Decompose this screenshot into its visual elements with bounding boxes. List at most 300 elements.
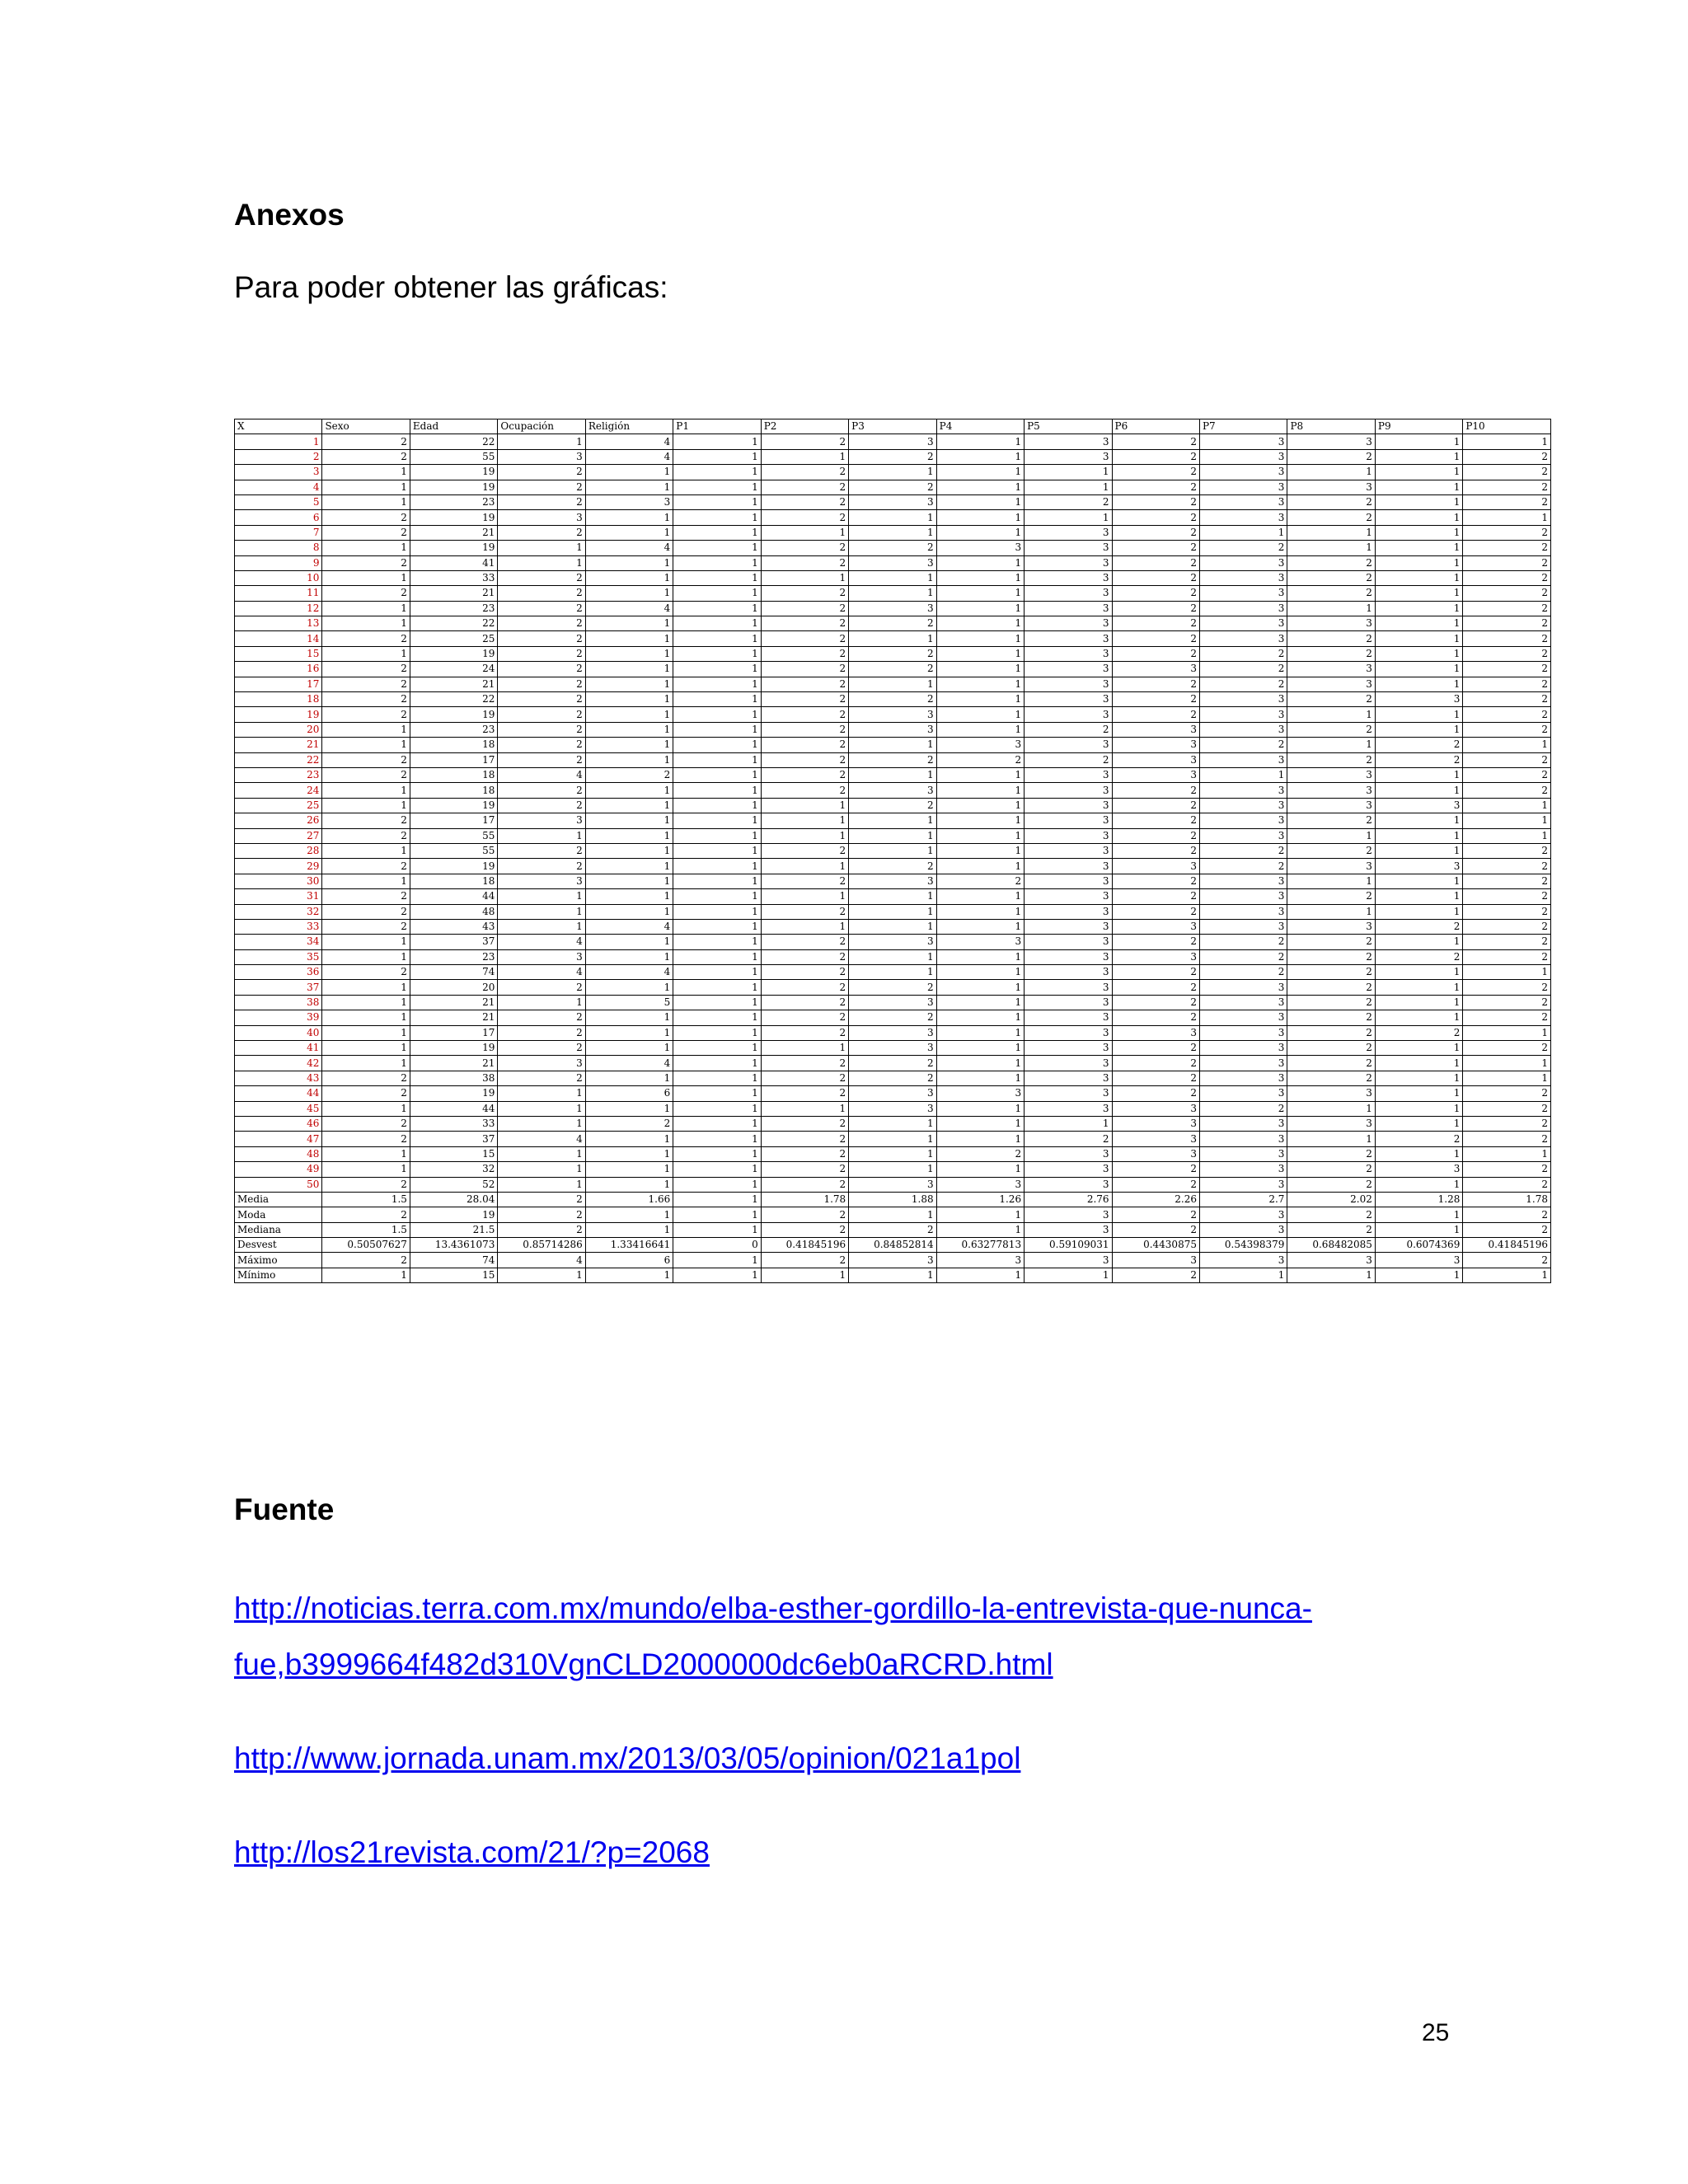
table-cell: 1	[936, 646, 1024, 661]
table-cell: 1	[936, 1116, 1024, 1131]
table-row	[235, 494, 1551, 509]
table-cell: 2	[1112, 570, 1199, 585]
table-cell: 2	[1375, 752, 1462, 767]
table-cell: 3	[1025, 555, 1112, 570]
table-cell: 1	[322, 646, 410, 661]
table-cell: 4	[585, 541, 673, 555]
table-cell: 1	[673, 541, 761, 555]
table-cell: 2	[761, 904, 848, 919]
table-cell: 1	[585, 980, 673, 995]
stat-value-cell: 2	[1112, 1207, 1199, 1222]
table-cell: 1	[936, 843, 1024, 858]
table-cell: 1	[673, 904, 761, 919]
table-cell: 1	[1287, 525, 1375, 540]
table-cell: 1	[322, 570, 410, 585]
table-cell: 74	[410, 965, 497, 980]
table-cell: 1	[1287, 541, 1375, 555]
table-cell: 1	[1375, 616, 1462, 631]
table-cell: 21	[410, 677, 497, 691]
table-cell: 2	[498, 1041, 585, 1056]
stat-label-cell: Mínimo	[235, 1268, 322, 1282]
table-cell: 3	[1025, 1041, 1112, 1056]
table-cell: 2	[322, 965, 410, 980]
table-cell: 1	[322, 541, 410, 555]
table-cell: 3	[1287, 616, 1375, 631]
table-cell: 1	[322, 480, 410, 494]
table-cell: 3	[1199, 555, 1287, 570]
column-header: P4	[936, 419, 1024, 434]
table-cell: 2	[761, 510, 848, 525]
table-cell: 2	[849, 798, 936, 813]
table-cell: 2	[1112, 828, 1199, 843]
stat-value-cell: 1	[936, 1222, 1024, 1237]
table-cell: 2	[1025, 722, 1112, 737]
table-cell: 1	[585, 1146, 673, 1161]
table-cell: 2	[1463, 722, 1551, 737]
table-cell: 2	[1199, 949, 1287, 964]
table-cell: 2	[761, 555, 848, 570]
table-cell: 2	[1287, 935, 1375, 949]
stat-value-cell: 1	[936, 1207, 1024, 1222]
table-cell: 3	[1199, 1162, 1287, 1177]
stat-value-cell: 1.5	[322, 1222, 410, 1237]
table-cell: 1	[673, 1025, 761, 1040]
table-cell: 1	[936, 570, 1024, 585]
stat-value-cell: 0.85714286	[498, 1238, 585, 1253]
table-cell: 3	[1199, 1116, 1287, 1131]
table-cell: 2	[1463, 494, 1551, 509]
table-cell: 1	[1463, 510, 1551, 525]
table-cell: 1	[1375, 935, 1462, 949]
table-row	[235, 465, 1551, 480]
table-cell: 2	[1463, 783, 1551, 798]
table-cell: 1	[673, 843, 761, 858]
stat-value-cell: 1	[849, 1207, 936, 1222]
table-cell: 3	[1199, 783, 1287, 798]
table-cell: 2	[1463, 692, 1551, 707]
table-cell: 1	[1375, 889, 1462, 904]
table-cell: 1	[1375, 783, 1462, 798]
table-cell: 3	[1199, 813, 1287, 828]
table-cell: 1	[585, 904, 673, 919]
table-cell: 23	[410, 949, 497, 964]
table-cell: 23	[410, 601, 497, 616]
table-cell: 3	[849, 601, 936, 616]
table-cell: 1	[673, 586, 761, 601]
table-row	[235, 767, 1551, 782]
table-cell: 1	[1463, 1025, 1551, 1040]
table-cell: 3	[1112, 949, 1199, 964]
table-cell: 1	[322, 465, 410, 480]
table-cell: 2	[849, 1056, 936, 1071]
table-cell: 2	[1287, 692, 1375, 707]
table-cell: 41	[410, 555, 497, 570]
table-cell: 2	[1287, 995, 1375, 1010]
table-cell: 3	[1025, 828, 1112, 843]
table-cell: 1	[1287, 1101, 1375, 1116]
table-cell: 1	[673, 1086, 761, 1101]
table-row	[235, 586, 1551, 601]
table-cell: 2	[1112, 555, 1199, 570]
table-cell: 1	[585, 707, 673, 722]
table-cell: 2	[1112, 434, 1199, 449]
table-cell: 2	[498, 616, 585, 631]
row-index-cell: 9	[235, 555, 322, 570]
table-cell: 2	[498, 646, 585, 661]
table-cell: 4	[585, 919, 673, 934]
table-cell: 2	[761, 631, 848, 646]
table-cell: 2	[1463, 1162, 1551, 1177]
table-cell: 2	[849, 1010, 936, 1025]
stat-label-cell: Moda	[235, 1207, 322, 1222]
table-row	[235, 798, 1551, 813]
table-cell: 2	[1112, 798, 1199, 813]
table-cell: 1	[849, 949, 936, 964]
table-cell: 2	[1112, 1071, 1199, 1085]
table-cell: 1	[936, 449, 1024, 464]
table-cell: 2	[761, 646, 848, 661]
table-cell: 3	[849, 935, 936, 949]
table-cell: 3	[1199, 1041, 1287, 1056]
table-cell: 1	[936, 995, 1024, 1010]
table-row	[235, 616, 1551, 631]
table-cell: 4	[585, 601, 673, 616]
table-cell: 1	[849, 904, 936, 919]
table-cell: 1	[761, 813, 848, 828]
table-cell: 2	[322, 1071, 410, 1085]
table-cell: 3	[1025, 631, 1112, 646]
table-cell: 1	[936, 1162, 1024, 1177]
table-cell: 1	[322, 995, 410, 1010]
table-cell: 1	[673, 828, 761, 843]
intro-text: Para poder obtener las gráficas:	[234, 270, 668, 304]
table-cell: 1	[1375, 1056, 1462, 1071]
stat-value-cell: 2	[761, 1253, 848, 1268]
table-cell: 3	[1199, 1025, 1287, 1040]
table-cell: 2	[498, 1025, 585, 1040]
table-cell: 2	[1287, 1071, 1375, 1085]
stat-value-cell: 3	[1199, 1207, 1287, 1222]
stat-value-cell: 3	[1375, 1253, 1462, 1268]
table-cell: 1	[1375, 828, 1462, 843]
table-cell: 1	[936, 465, 1024, 480]
table-cell: 1	[498, 541, 585, 555]
source-link-los21[interactable]: http://los21revista.com/21/?p=2068	[234, 1835, 710, 1869]
table-cell: 1	[761, 798, 848, 813]
stat-value-cell: 4	[498, 1253, 585, 1268]
table-cell: 3	[1199, 494, 1287, 509]
table-cell: 1	[498, 1146, 585, 1161]
table-cell: 2	[761, 1071, 848, 1085]
table-cell: 4	[585, 434, 673, 449]
table-cell: 3	[1025, 677, 1112, 691]
table-cell: 2	[498, 752, 585, 767]
table-cell: 2	[761, 767, 848, 782]
table-cell: 43	[410, 919, 497, 934]
table-cell: 2	[761, 752, 848, 767]
table-cell: 1	[585, 570, 673, 585]
table-cell: 1	[761, 1041, 848, 1056]
table-cell: 2	[1112, 541, 1199, 555]
table-cell: 2	[1463, 949, 1551, 964]
table-cell: 2	[1112, 586, 1199, 601]
table-cell: 1	[849, 525, 936, 540]
table-cell: 1	[322, 980, 410, 995]
table-row	[235, 813, 1551, 828]
table-cell: 3	[1287, 783, 1375, 798]
column-header: Religión	[585, 419, 673, 434]
table-cell: 1	[673, 738, 761, 752]
table-cell: 1	[673, 949, 761, 964]
table-cell: 1	[322, 616, 410, 631]
column-header: X	[235, 419, 322, 434]
table-cell: 4	[585, 449, 673, 464]
table-cell: 3	[1025, 525, 1112, 540]
table-cell: 3	[585, 494, 673, 509]
table-cell: 1	[1025, 1116, 1112, 1131]
source-link-terra[interactable]	[234, 1581, 1437, 1693]
stats-row	[235, 1253, 1551, 1268]
table-cell: 2	[1287, 949, 1375, 964]
table-cell: 2	[1463, 980, 1551, 995]
table-cell: 2	[1112, 646, 1199, 661]
table-cell: 2	[1463, 874, 1551, 888]
table-cell: 1	[585, 935, 673, 949]
table-cell: 2	[498, 859, 585, 874]
table-cell: 1	[585, 1132, 673, 1146]
row-index-cell: 1	[235, 434, 322, 449]
table-cell: 1	[936, 980, 1024, 995]
table-row	[235, 646, 1551, 661]
row-index-cell: 4	[235, 480, 322, 494]
table-cell: 2	[1199, 1101, 1287, 1116]
stat-value-cell: 2	[1463, 1222, 1551, 1237]
table-cell: 2	[1112, 1010, 1199, 1025]
table-cell: 1	[498, 889, 585, 904]
table-cell: 1	[1375, 480, 1462, 494]
table-cell: 3	[1375, 859, 1462, 874]
table-cell: 19	[410, 480, 497, 494]
table-cell: 2	[1287, 631, 1375, 646]
table-cell: 3	[1112, 1101, 1199, 1116]
table-cell: 1	[849, 889, 936, 904]
stat-value-cell: 21.5	[410, 1222, 497, 1237]
stat-value-cell: 0.41845196	[1463, 1238, 1551, 1253]
table-cell: 1	[498, 1101, 585, 1116]
table-cell: 2	[849, 980, 936, 995]
table-cell: 1	[1287, 601, 1375, 616]
table-cell: 17	[410, 752, 497, 767]
table-cell: 3	[849, 434, 936, 449]
row-index-cell: 37	[235, 980, 322, 995]
table-cell: 1	[585, 1025, 673, 1040]
stat-value-cell: 1	[585, 1207, 673, 1222]
table-cell: 1	[936, 798, 1024, 813]
stat-value-cell: 2	[498, 1192, 585, 1207]
table-cell: 2	[1463, 541, 1551, 555]
table-cell: 2	[1463, 1101, 1551, 1116]
table-cell: 1	[936, 586, 1024, 601]
table-cell: 19	[410, 1041, 497, 1056]
table-cell: 2	[1112, 480, 1199, 494]
table-cell: 2	[849, 616, 936, 631]
stat-value-cell: 1.28	[1375, 1192, 1462, 1207]
table-cell: 1	[673, 510, 761, 525]
table-cell: 2	[1199, 738, 1287, 752]
row-index-cell: 12	[235, 601, 322, 616]
table-row	[235, 783, 1551, 798]
table-cell: 2	[849, 449, 936, 464]
table-cell: 1	[1287, 465, 1375, 480]
table-cell: 1	[322, 798, 410, 813]
table-cell: 2	[322, 586, 410, 601]
row-index-cell: 28	[235, 843, 322, 858]
table-cell: 17	[410, 1025, 497, 1040]
column-header: Sexo	[322, 419, 410, 434]
table-cell: 3	[1287, 859, 1375, 874]
row-index-cell: 27	[235, 828, 322, 843]
table-cell: 1	[936, 722, 1024, 737]
table-row	[235, 541, 1551, 555]
table-cell: 3	[1199, 995, 1287, 1010]
table-cell: 3	[498, 813, 585, 828]
table-cell: 1	[849, 1162, 936, 1177]
table-cell: 1	[936, 767, 1024, 782]
table-cell: 2	[1463, 707, 1551, 722]
table-cell: 2	[498, 631, 585, 646]
table-cell: 1	[673, 525, 761, 540]
table-cell: 4	[585, 965, 673, 980]
table-cell: 1	[1463, 1056, 1551, 1071]
table-cell: 2	[1287, 1010, 1375, 1025]
table-cell: 2	[1463, 1116, 1551, 1131]
table-cell: 1	[673, 767, 761, 782]
table-cell: 5	[585, 995, 673, 1010]
table-cell: 1	[585, 874, 673, 888]
table-cell: 1	[1375, 1071, 1462, 1085]
table-cell: 2	[498, 465, 585, 480]
table-cell: 2	[498, 1071, 585, 1085]
row-index-cell: 33	[235, 919, 322, 934]
table-cell: 2	[1287, 1177, 1375, 1192]
table-cell: 1	[585, 813, 673, 828]
table-cell: 1	[673, 980, 761, 995]
table-row	[235, 525, 1551, 540]
table-cell: 1	[849, 1116, 936, 1131]
table-cell: 2	[322, 1132, 410, 1146]
table-cell: 1	[673, 1010, 761, 1025]
table-cell: 18	[410, 783, 497, 798]
table-cell: 1	[1463, 1071, 1551, 1085]
table-cell: 21	[410, 1010, 497, 1025]
stat-value-cell: 1	[673, 1222, 761, 1237]
table-cell: 1	[585, 555, 673, 570]
table-cell: 2	[1463, 631, 1551, 646]
table-cell: 3	[1199, 889, 1287, 904]
table-cell: 1	[673, 662, 761, 677]
table-cell: 1	[1375, 904, 1462, 919]
table-cell: 3	[1025, 1086, 1112, 1101]
table-cell: 1	[849, 813, 936, 828]
table-cell: 1	[673, 465, 761, 480]
table-cell: 2	[585, 767, 673, 782]
row-index-cell: 42	[235, 1056, 322, 1071]
table-cell: 1	[673, 874, 761, 888]
table-cell: 1	[936, 859, 1024, 874]
table-cell: 3	[1199, 874, 1287, 888]
stat-value-cell: 3	[936, 1253, 1024, 1268]
table-cell: 3	[1287, 1116, 1375, 1131]
table-cell: 1	[1199, 525, 1287, 540]
table-cell: 1	[849, 586, 936, 601]
table-cell: 1	[936, 677, 1024, 691]
stat-value-cell: 2	[322, 1253, 410, 1268]
table-cell: 1	[322, 1056, 410, 1071]
stat-value-cell: 1	[322, 1268, 410, 1282]
table-row	[235, 828, 1551, 843]
table-cell: 1	[673, 1162, 761, 1177]
stat-value-cell: 1	[1199, 1268, 1287, 1282]
stat-value-cell: 0.41845196	[761, 1238, 848, 1253]
table-cell: 1	[1287, 828, 1375, 843]
stat-value-cell: 3	[1199, 1253, 1287, 1268]
table-cell: 2	[761, 738, 848, 752]
table-cell: 1	[498, 919, 585, 934]
source-link-jornada[interactable]: http://www.jornada.unam.mx/2013/03/05/opinion/021a1pol	[234, 1741, 1021, 1775]
column-header: P8	[1287, 419, 1375, 434]
table-cell: 2	[1199, 662, 1287, 677]
table-cell: 3	[1112, 1146, 1199, 1161]
stat-value-cell: 1	[673, 1253, 761, 1268]
stat-value-cell: 2	[322, 1207, 410, 1222]
table-cell: 3	[849, 783, 936, 798]
column-header: P9	[1375, 419, 1462, 434]
table-cell: 25	[410, 631, 497, 646]
table-cell: 2	[1463, 1086, 1551, 1101]
table-cell: 1	[1375, 662, 1462, 677]
row-index-cell: 34	[235, 935, 322, 949]
table-cell: 1	[1375, 707, 1462, 722]
table-cell: 2	[322, 1177, 410, 1192]
table-cell: 2	[498, 662, 585, 677]
table-cell: 1	[322, 722, 410, 737]
table-cell: 3	[1025, 1177, 1112, 1192]
table-cell: 1	[322, 1101, 410, 1116]
table-row	[235, 722, 1551, 737]
table-cell: 22	[410, 616, 497, 631]
stat-value-cell: 2.02	[1287, 1192, 1375, 1207]
table-cell: 1	[673, 995, 761, 1010]
row-index-cell: 43	[235, 1071, 322, 1085]
table-cell: 1	[1463, 1146, 1551, 1161]
table-cell: 3	[1025, 601, 1112, 616]
table-cell: 2	[1112, 1162, 1199, 1177]
row-index-cell: 48	[235, 1146, 322, 1161]
table-row	[235, 874, 1551, 888]
table-cell: 1	[322, 1146, 410, 1161]
table-cell: 2	[1463, 843, 1551, 858]
table-cell: 2	[322, 525, 410, 540]
table-cell: 1	[585, 798, 673, 813]
table-cell: 2	[761, 541, 848, 555]
table-cell: 3	[849, 555, 936, 570]
table-cell: 2	[1112, 1177, 1199, 1192]
table-cell: 2	[761, 935, 848, 949]
table-cell: 1	[322, 843, 410, 858]
table-cell: 1	[1375, 874, 1462, 888]
table-cell: 2	[498, 480, 585, 494]
row-index-cell: 36	[235, 965, 322, 980]
